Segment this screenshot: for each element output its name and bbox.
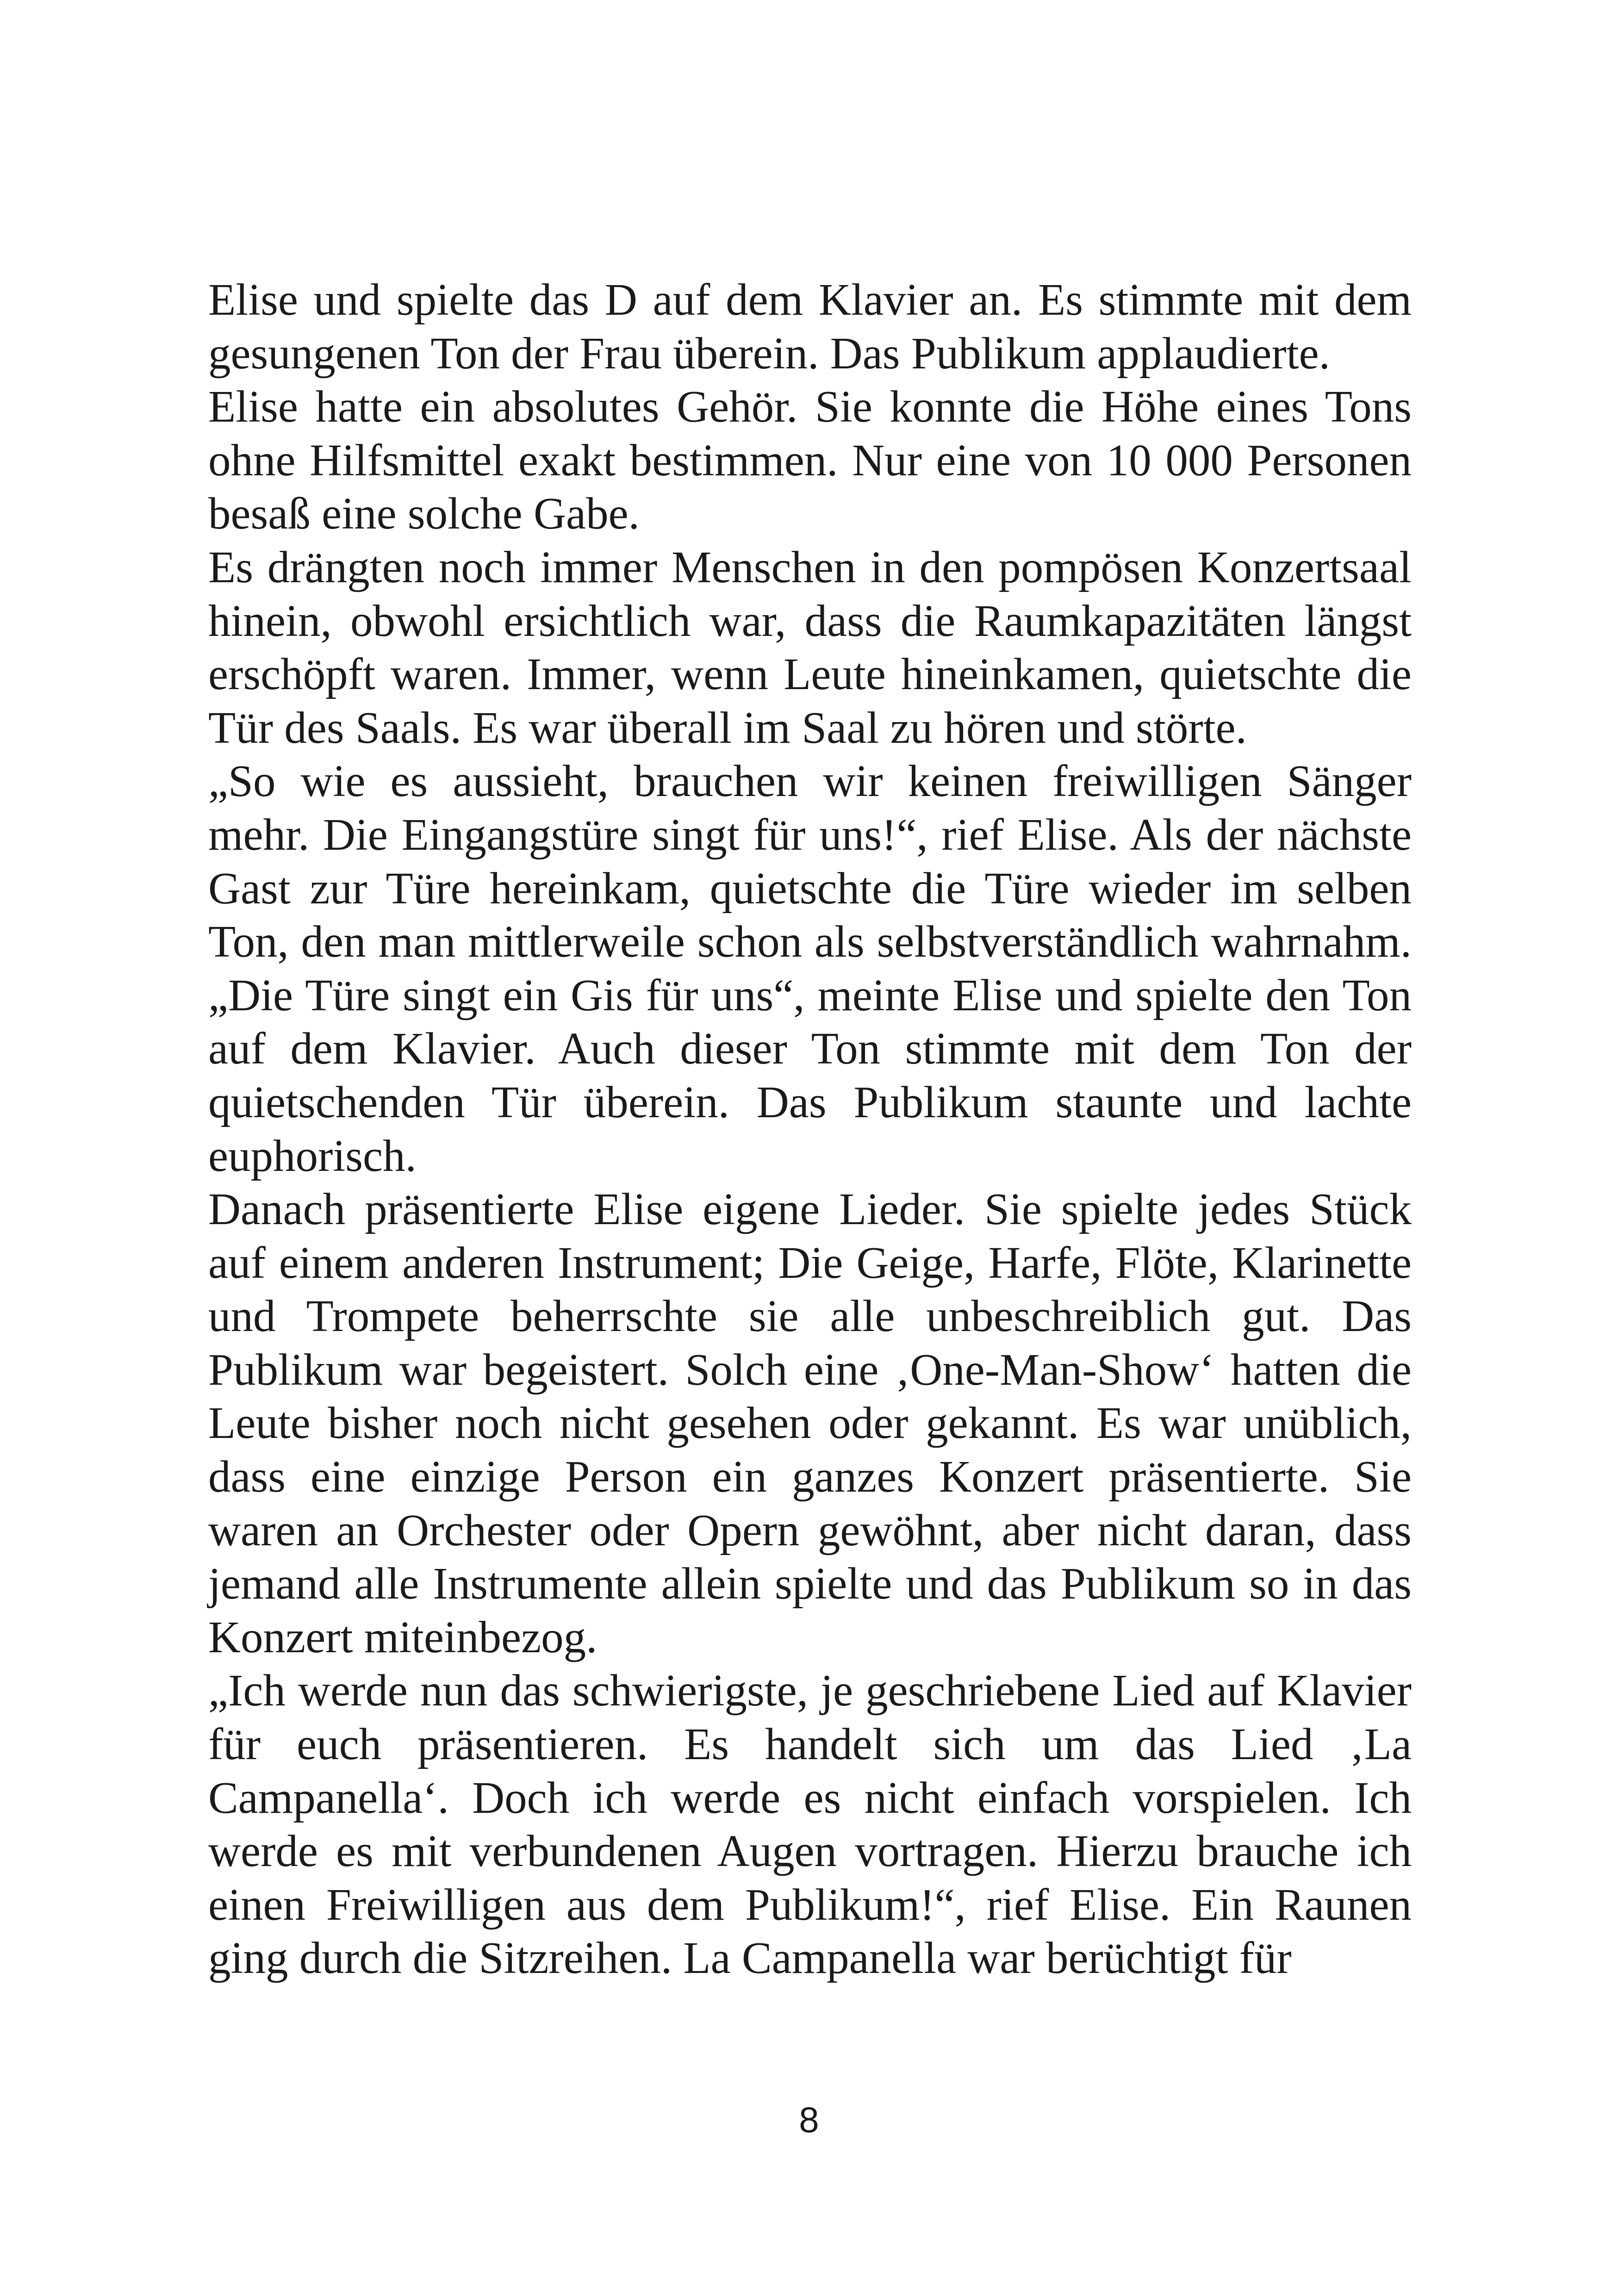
page-number: 8 xyxy=(799,2099,819,2140)
paragraph: „So wie es aussieht, brauchen wir keinen freiwilligen Sänger mehr. Die Eingangstüre singt für uns!“, rief Elise. Als der nächste Gast zur Türe hereinkam, quietschte die Türe wieder im selben Ton, den man mittlerweile schon als selbstverständlich wahrnahm. „Die Türe singt ein Gis für uns“, meinte Elise und spielte den Ton auf dem Klavier. Auch dieser Ton stimmte mit dem Ton der quietschenden Tür überein. Das Publikum staunte und lachte euphorisch. xyxy=(208,756,1412,1181)
paragraph: „Ich werde nun das schwierigste, je geschriebene Lied auf Klavier für euch präsentieren. Es handelt sich um das Lied ‚La Campanella‘. Doch ich werde es nicht einfach vorspielen. Ich werde es mit verbundenen Augen vortragen. Hierzu brauche ich einen Freiwilligen aus dem Publikum!“, rief Elise. Ein Raunen ging durch die Sitzreihen. La Campanella war berüchtigt für xyxy=(208,1666,1412,1983)
body-text xyxy=(208,273,1412,1985)
paragraph: Elise hatte ein absolutes Gehör. Sie konnte die Höhe eines Tons ohne Hilfsmittel exakt bestimmen. Nur eine von 10 000 Personen besaß eine solche Gabe. xyxy=(208,382,1412,539)
paragraph: Es drängten noch immer Menschen in den pompösen Konzertsaal hinein, obwohl ersichtlich war, dass die Raumkapazitäten längst erschöpft waren. Immer, wenn Leute hineinkamen, quietschte die Tür des Saals. Es war überall im Saal zu hören und störte. xyxy=(208,542,1412,753)
paragraph: Danach präsentierte Elise eigene Lieder. Sie spielte jedes Stück auf einem anderen Instrument; Die Geige, Harfe, Flöte, Klarinette und Trompete beherrschte sie alle unbeschreiblich gut. Das Publikum war begeistert. Solch eine ‚One-Man-Show‘ hatten die Leute bisher noch nicht gesehen oder gekannt. Es war unüblich, dass eine einzige Person ein ganzes Konzert präsentierte. Sie waren an Orchester oder Opern gewöhnt, aber nicht daran, dass jemand alle Instrumente allein spielte und das Publikum so in das Konzert miteinbezog. xyxy=(208,1184,1412,1662)
paragraph: Elise und spielte das D auf dem Klavier an. Es stimmte mit dem gesungenen Ton der Frau überein. Das Publikum applaudierte. xyxy=(208,275,1412,378)
